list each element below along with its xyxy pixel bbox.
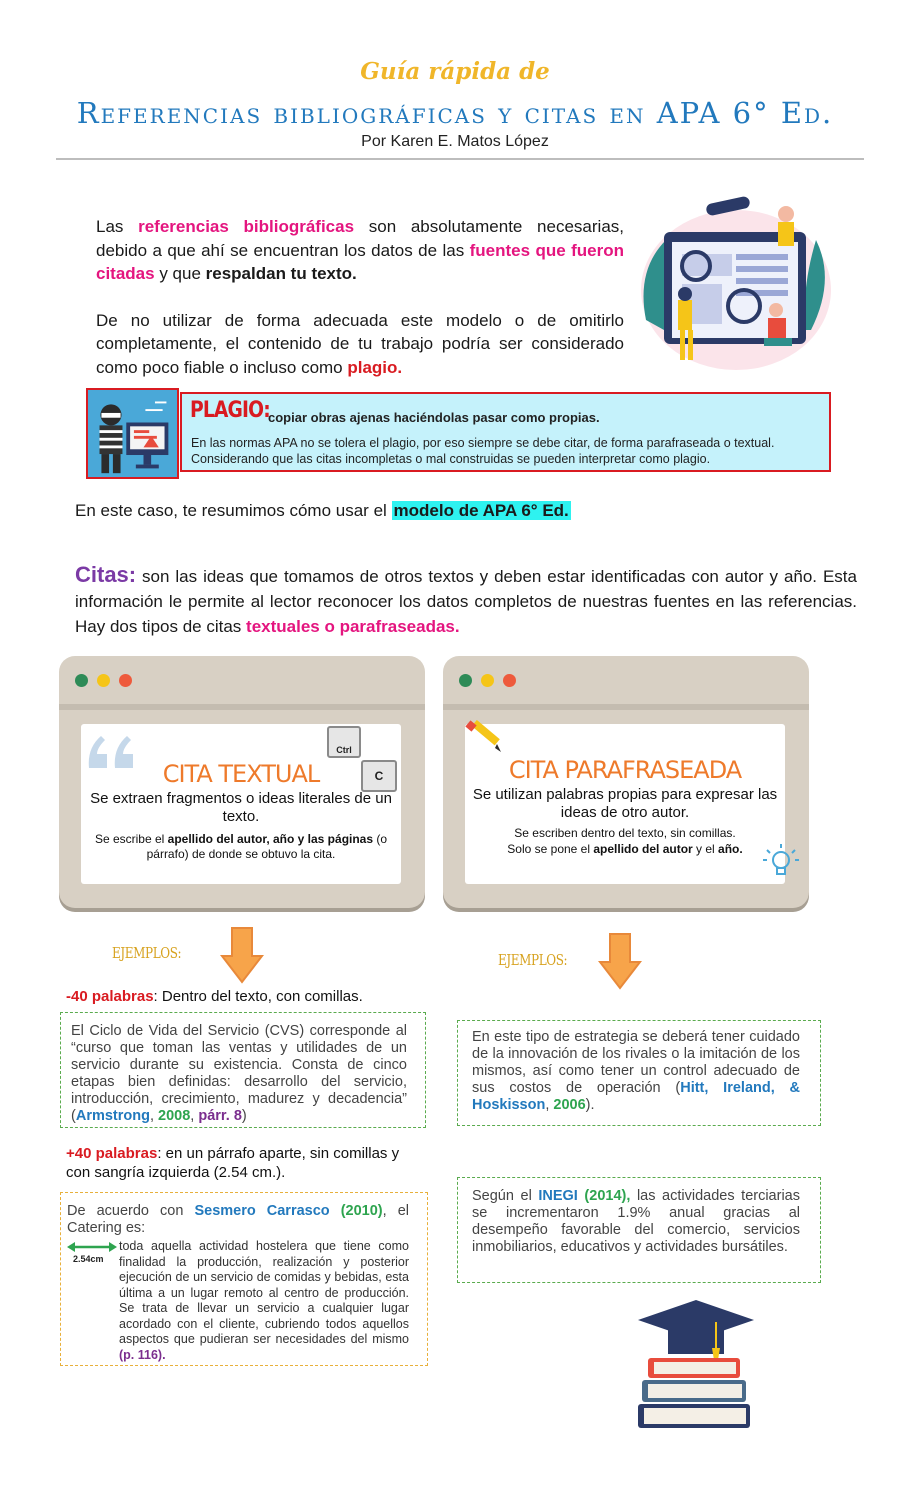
summary-line: En este caso, te resumimos cómo usar el modelo de APA 6° Ed. (75, 501, 569, 520)
ejemplos-label-right: EJEMPLOS: (498, 951, 568, 969)
long-quote-intro: De acuerdo con Sesmero Carrasco (2010), el Catering es: (67, 1203, 410, 1236)
books-graduation-cap-icon (636, 1300, 756, 1432)
window-dot-red (503, 674, 516, 687)
cita-parafraseada-note-1: Se escriben dentro del texto, sin comillas. (514, 826, 736, 840)
research-illustration (636, 180, 836, 380)
intro-paragraph-1: Las referencias bibliográficas son absolutamente necesarias, debido a que ahí se encuentran los datos de las fuentes que fueron citadas y que respaldan tu texto. (96, 217, 624, 283)
cita-parafraseada-card (443, 656, 809, 908)
c-key-icon: C (361, 760, 397, 792)
paraphrase-example-2: Según el INEGI (2014), las actividades terciarias se incrementaron 1.9% anual gracias al desempeño favorable del comercio, servicios inmobiliarios, educativos y actividades bursátiles. (457, 1177, 821, 1283)
cita-parafraseada-title: CITA PARAFRASEADA (508, 756, 742, 784)
citas-paragraph: Citas: son las ideas que tomamos de otros textos y deben estar identificadas con autor y año. Esta información le permite al lector reconocer los datos completos de nuestras fuentes en las referencias. Hay dos tipos de citas textuales o parafraseadas. (75, 562, 857, 636)
kicker-title: Guía rápida de (360, 58, 550, 85)
window-dot-yellow (97, 674, 110, 687)
cita-textual-panel (81, 724, 401, 884)
cita-textual-subtitle: Se extraen fragmentos o ideas literales de un texto. (90, 790, 392, 825)
cita-textual-title: CITA TEXTUAL (162, 760, 320, 788)
cita-parafraseada-note-2: Solo se pone el apellido del autor y el año. (507, 842, 743, 856)
pencil-icon (465, 720, 505, 756)
window-dot-yellow (481, 674, 494, 687)
plagio-heading: PLAGIO: (190, 398, 270, 423)
header-divider (56, 158, 864, 160)
window-dot-green (75, 674, 88, 687)
plagio-definition: copiar obras ajenas haciéndolas pasar como propias. (268, 410, 600, 425)
author-line: Por Karen E. Matos López (361, 133, 549, 150)
window-dot-red (119, 674, 132, 687)
cita-parafraseada-panel (465, 724, 785, 884)
intro-text (96, 215, 624, 379)
cita-textual-note: Se escribe el apellido del autor, año y las páginas (o párrafo) de donde se obtuvo la cita. (94, 832, 388, 861)
down-arrow-icon (598, 932, 642, 990)
window-dot-green (459, 674, 472, 687)
ejemplos-label-left: EJEMPLOS: (112, 944, 182, 962)
long-quote-example (60, 1192, 428, 1366)
short-quote-rule: -40 palabras: Dentro del texto, con comillas. (66, 988, 363, 1005)
down-arrow-icon (220, 926, 264, 984)
short-quote-example: El Ciclo de Vida del Servicio (CVS) corresponde al “curso que toman las ventas y utilidades de un servicio durante su existencia. Consta de cinco etapas bien definidas: desarrollo del servicio, introducción, crecimiento, madurez y decadencia” (Armstrong, 2008, párr. 8) (60, 1012, 426, 1128)
indent-size-label: 2.54cm (73, 1254, 104, 1264)
lightbulb-icon (761, 842, 801, 882)
ctrl-key-icon: Ctrl (327, 726, 361, 758)
citas-heading: Citas: (75, 562, 137, 587)
intro-paragraph-2: De no utilizar de forma adecuada este modelo o de omitirlo completamente, el contenido de tu trabajo podría ser considerado como poco fiable o incluso como plagio. (96, 310, 624, 377)
apa-highlight: modelo de APA 6° Ed. (393, 501, 569, 520)
long-quote-block: toda aquella actividad hostelera que tiene como finalidad la producción, realización y posterior ejecución de un servicio de comidas y bebidas, esta última a un lugar remoto al centro de producción. Se trata de llevar un servicio a cualquier lugar acordado con el cliente, cubriendo todos aquellos aspectos que pudieran ser necesidades del mismo (p. 116). (119, 1239, 409, 1362)
long-quote-rule: +40 palabras: en un párrafo aparte, sin comillas y con sangría izquierda (2.54 cm.). (66, 1145, 400, 1181)
cita-textual-card (59, 656, 425, 908)
paraphrase-example-1: En este tipo de estrategia se deberá tener cuidado de la innovación de los rivales o la imitación de los mismos, así como tener un control adecuado de sus costos de operación (Hitt, Ireland, & Hoskisson, 2006). (457, 1020, 821, 1126)
cita-parafraseada-subtitle: Se utilizan palabras propias para expresar las ideas de otro autor. (472, 786, 778, 821)
plagio-line-1: En las normas APA no se tolera el plagio, por eso siempre se debe citar, de forma parafraseada o textual. (191, 436, 775, 450)
page-title: Referencias bibliográficas y citas en APA 6° Ed. (76, 96, 834, 130)
thief-icon (86, 388, 179, 479)
plagio-line-2: Considerando que las citas incompletas o mal construidas se pueden interpretar como plagio. (191, 452, 711, 466)
